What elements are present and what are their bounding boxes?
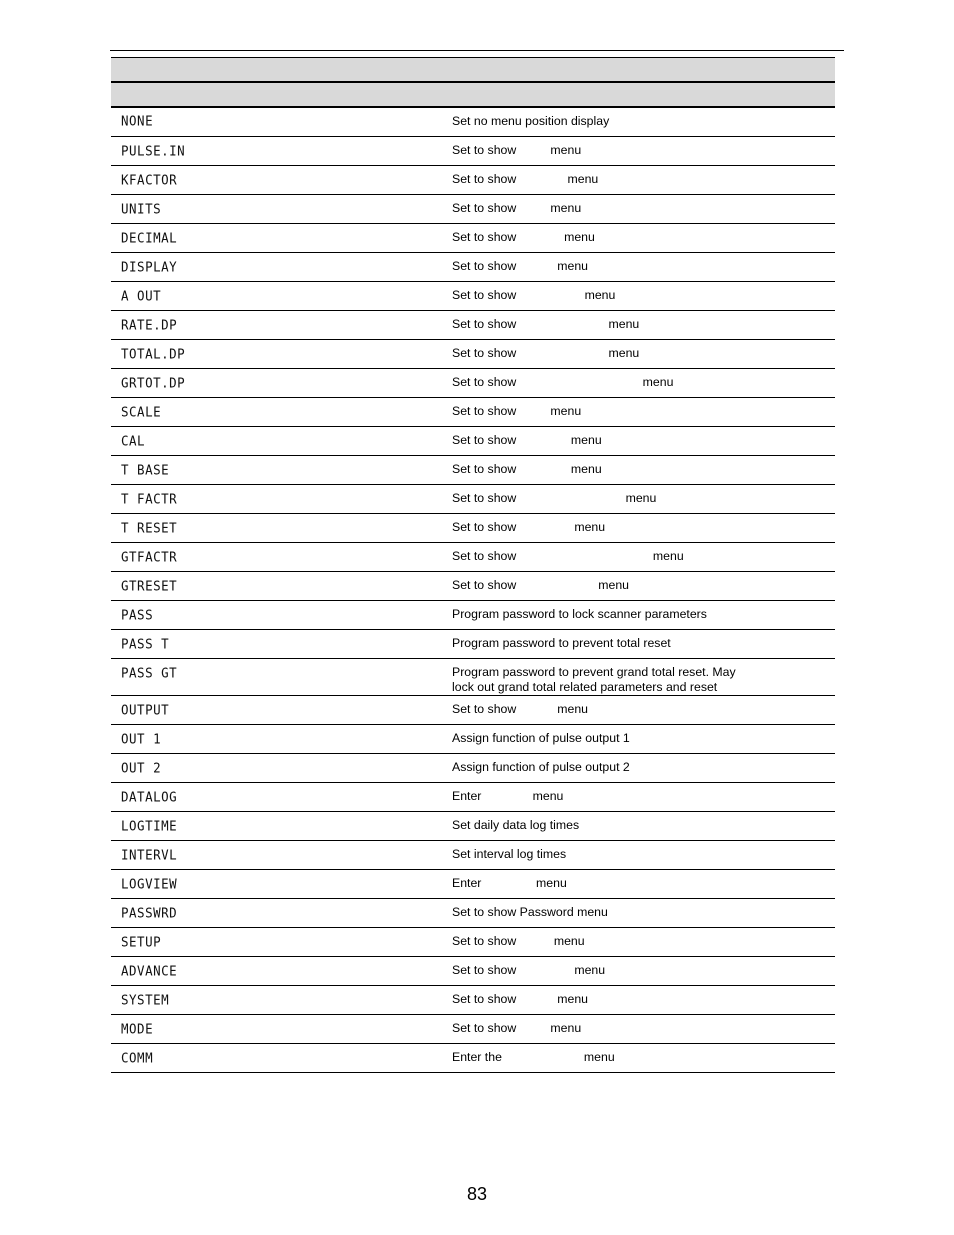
description-cell (441, 253, 835, 282)
description-text: Set to show menu (452, 172, 599, 186)
selection-code: DECIMAL (111, 224, 441, 255)
description-cell (441, 398, 835, 427)
description-text: Set to show menu (452, 462, 602, 476)
description-cell (441, 107, 835, 137)
table-row (111, 107, 835, 137)
table-row (111, 630, 835, 659)
description-text: Set to show menu (452, 578, 630, 592)
description-cell (441, 725, 835, 754)
page-number: 83 (466, 1184, 488, 1204)
selection-code: NONE (111, 107, 441, 139)
description-cell (441, 630, 835, 659)
description-cell (441, 783, 835, 812)
description-cell (441, 224, 835, 253)
description-text: Program password to prevent total reset (452, 636, 671, 650)
description-cell (441, 659, 835, 696)
description-text: Set to show menu (452, 1021, 582, 1035)
selection-code: T RESET (111, 514, 441, 545)
table-row (111, 572, 835, 601)
table-row (111, 543, 835, 572)
description-cell (441, 601, 835, 630)
selection-code: PASS GT (111, 659, 441, 699)
selection-code: OUT 1 (111, 725, 441, 756)
selection-code: OUTPUT (111, 696, 441, 727)
description-cell (441, 986, 835, 1015)
table-row (111, 754, 835, 783)
description-text: Program password to lock scanner parameters (452, 607, 707, 621)
table-row (111, 899, 835, 928)
table-row (111, 870, 835, 899)
table-row (111, 725, 835, 754)
selection-code: SETUP (111, 928, 441, 959)
description-cell (441, 311, 835, 340)
table-row (111, 659, 835, 696)
table-row (111, 282, 835, 311)
table-row (111, 783, 835, 812)
selection-code: OUT 2 (111, 754, 441, 785)
table-row (111, 812, 835, 841)
description-text: Set to show menu (452, 317, 640, 331)
description-text: Set to show menu (452, 143, 582, 157)
table-row (111, 957, 835, 986)
description-cell (441, 340, 835, 369)
description-text: Set to show menu (452, 433, 602, 447)
selection-code: SYSTEM (111, 986, 441, 1017)
table-row (111, 841, 835, 870)
description-cell (441, 137, 835, 166)
table-row (111, 986, 835, 1015)
selection-code: GTFACTR (111, 543, 441, 574)
description-text: Enter menu (452, 789, 564, 803)
description-text: Set interval log times (452, 847, 567, 861)
table-row (111, 311, 835, 340)
description-cell (441, 870, 835, 899)
table-row (111, 1015, 835, 1044)
selection-code: PASSWRD (111, 899, 441, 930)
selection-code: CAL (111, 427, 441, 458)
selection-code: T FACTR (111, 485, 441, 516)
menu-selection-table (111, 57, 835, 1073)
description-text: Assign function of pulse output 1 (452, 731, 630, 745)
description-cell (441, 841, 835, 870)
description-cell (441, 572, 835, 601)
description-cell (441, 282, 835, 311)
description-text-line-2: lock out grand total related parameters and reset (452, 680, 718, 694)
description-text: Enter menu (452, 876, 567, 890)
description-text: Set to show Password menu (452, 905, 608, 919)
selection-code: KFACTOR (111, 166, 441, 197)
description-cell (441, 427, 835, 456)
description-text: Set to show menu (452, 520, 606, 534)
description-cell (441, 957, 835, 986)
table-row (111, 340, 835, 369)
description-text: Set to show menu (452, 230, 595, 244)
description-text: Set no menu position display (452, 114, 610, 128)
table-row (111, 137, 835, 166)
description-cell (441, 543, 835, 572)
description-cell (441, 514, 835, 543)
selection-code: DATALOG (111, 783, 441, 814)
description-text: Set to show menu (452, 346, 640, 360)
description-cell (441, 456, 835, 485)
selection-code: T BASE (111, 456, 441, 487)
table-row (111, 601, 835, 630)
selection-code: PASS (111, 601, 441, 632)
table-row (111, 369, 835, 398)
description-text: Set to show menu (452, 934, 585, 948)
table-row (111, 456, 835, 485)
selection-code: DISPLAY (111, 253, 441, 284)
top-rule (110, 50, 844, 51)
description-text: Set to show menu (452, 992, 589, 1006)
description-text: Set to show menu (452, 375, 674, 389)
table-header-row (111, 58, 835, 83)
description-cell (441, 928, 835, 957)
table-row (111, 398, 835, 427)
selection-code: PULSE.IN (111, 137, 441, 168)
description-cell (441, 696, 835, 725)
table-row (111, 427, 835, 456)
selection-code: MODE (111, 1015, 441, 1046)
description-text: Set to show menu (452, 702, 589, 716)
description-text: Set to show menu (452, 404, 582, 418)
table-row (111, 1044, 835, 1073)
description-cell (441, 195, 835, 224)
selection-code: A OUT (111, 282, 441, 313)
table-body (111, 58, 835, 1073)
table-row (111, 928, 835, 957)
selection-code: SCALE (111, 398, 441, 429)
description-text: Set daily data log times (452, 818, 580, 832)
description-cell (441, 754, 835, 783)
description-cell (441, 369, 835, 398)
description-text: Set to show menu (452, 491, 657, 505)
description-text: Set to show menu (452, 259, 589, 273)
selection-code: RATE.DP (111, 311, 441, 342)
table-row (111, 514, 835, 543)
description-cell (441, 166, 835, 195)
selection-code: ADVANCE (111, 957, 441, 988)
selection-code: TOTAL.DP (111, 340, 441, 371)
description-text: Assign function of pulse output 2 (452, 760, 630, 774)
selection-code: PASS T (111, 630, 441, 661)
table-row (111, 253, 835, 282)
table-row (111, 195, 835, 224)
table-row (111, 485, 835, 514)
description-text: Enter the menu (452, 1050, 615, 1064)
table-subheader-row (111, 82, 835, 107)
description-cell (441, 1044, 835, 1073)
description-cell (441, 812, 835, 841)
selection-code: UNITS (111, 195, 441, 226)
description-text: Set to show menu (452, 288, 616, 302)
selection-code: GRTOT.DP (111, 369, 441, 400)
description-text: Program password to prevent grand total reset. May (452, 665, 736, 679)
selection-code: LOGTIME (111, 812, 441, 843)
selection-code: GTRESET (111, 572, 441, 603)
selection-code: INTERVL (111, 841, 441, 872)
description-cell (441, 1015, 835, 1044)
selection-code: COMM (111, 1044, 441, 1075)
description-text: Set to show menu (452, 963, 606, 977)
description-cell (441, 485, 835, 514)
description-text: Set to show menu (452, 549, 684, 563)
selection-code: LOGVIEW (111, 870, 441, 901)
description-cell (441, 899, 835, 928)
description-text: Set to show menu (452, 201, 582, 215)
table-row (111, 166, 835, 195)
table-row (111, 224, 835, 253)
table-row (111, 696, 835, 725)
